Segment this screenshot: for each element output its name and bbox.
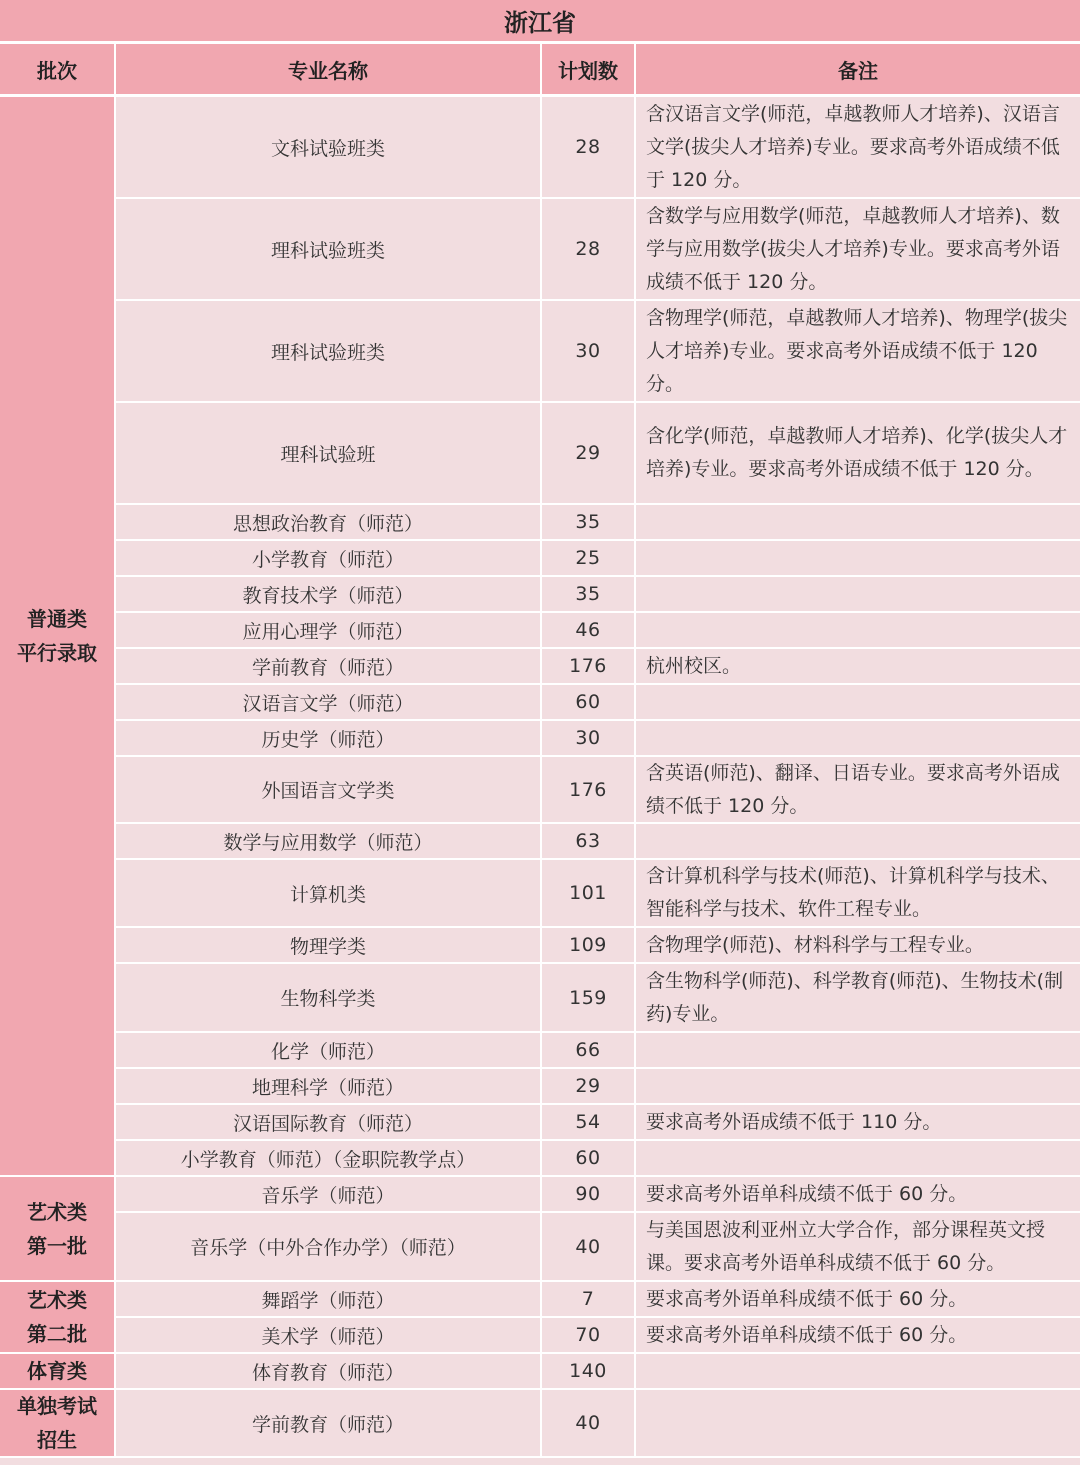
major-cell: 化学（师范） — [116, 1033, 542, 1069]
plan-count-cell: 46 — [542, 613, 636, 649]
header-major: 专业名称 — [116, 44, 542, 97]
note-cell: 含汉语言文学(师范，卓越教师人才培养)、汉语言文学(拔尖人才培养)专业。要求高考外语成绩不低于 120 分。 — [636, 97, 1080, 199]
plan-count-cell: 176 — [542, 757, 636, 824]
header-plan: 计划数 — [542, 44, 636, 97]
plan-count-cell: 109 — [542, 928, 636, 964]
major-cell: 数学与应用数学（师范） — [116, 824, 542, 860]
note-cell — [636, 613, 1080, 649]
note-cell: 含物理学(师范，卓越教师人才培养)、物理学(拔尖人才培养)专业。要求高考外语成绩不低于 120 分。 — [636, 301, 1080, 403]
batch-line: 艺术类 — [27, 1199, 87, 1224]
note-cell — [636, 541, 1080, 577]
major-cell: 学前教育（师范） — [116, 1390, 542, 1458]
plan-count-cell: 30 — [542, 721, 636, 757]
note-cell: 含计算机科学与技术(师范)、计算机科学与技术、智能科学与技术、软件工程专业。 — [636, 860, 1080, 928]
note-cell — [636, 1390, 1080, 1458]
major-cell: 音乐学（中外合作办学）（师范） — [116, 1213, 542, 1282]
note-cell: 含数学与应用数学(师范，卓越教师人才培养)、数学与应用数学(拔尖人才培养)专业。要求高考外语成绩不低于 120 分。 — [636, 199, 1080, 301]
plan-count-cell: 60 — [542, 685, 636, 721]
batch-line: 第一批 — [27, 1233, 87, 1258]
plan-count-cell: 7 — [542, 1282, 636, 1318]
major-cell: 小学教育（师范）（金职院教学点） — [116, 1141, 542, 1177]
plan-count-cell: 63 — [542, 824, 636, 860]
note-cell: 要求高考外语成绩不低于 110 分。 — [636, 1105, 1080, 1141]
major-cell: 历史学（师范） — [116, 721, 542, 757]
plan-count-cell: 29 — [542, 1069, 636, 1105]
note-cell: 要求高考外语单科成绩不低于 60 分。 — [636, 1282, 1080, 1318]
major-cell: 音乐学（师范） — [116, 1177, 542, 1213]
major-cell: 舞蹈学（师范） — [116, 1282, 542, 1318]
plan-count-cell: 90 — [542, 1177, 636, 1213]
plan-count-cell: 101 — [542, 860, 636, 928]
major-cell: 应用心理学（师范） — [116, 613, 542, 649]
plan-count-cell: 35 — [542, 577, 636, 613]
plan-count-cell: 176 — [542, 649, 636, 685]
note-cell: 要求高考外语单科成绩不低于 60 分。 — [636, 1318, 1080, 1354]
major-cell: 外国语言文学类 — [116, 757, 542, 824]
note-cell — [636, 721, 1080, 757]
major-cell: 教育技术学（师范） — [116, 577, 542, 613]
batch-line: 招生 — [37, 1428, 77, 1452]
major-cell: 思想政治教育（师范） — [116, 505, 542, 541]
major-cell: 物理学类 — [116, 928, 542, 964]
major-cell: 体育教育（师范） — [116, 1354, 542, 1390]
major-cell: 文科试验班类 — [116, 97, 542, 199]
major-cell: 小学教育（师范） — [116, 541, 542, 577]
note-cell — [636, 1069, 1080, 1105]
plan-count-cell: 40 — [542, 1213, 636, 1282]
note-cell — [636, 1033, 1080, 1069]
note-cell — [636, 824, 1080, 860]
batch-cell — [0, 1177, 116, 1282]
batch-cell — [0, 1282, 116, 1354]
plan-count-cell: 140 — [542, 1354, 636, 1390]
batch-cell — [0, 97, 116, 1177]
major-cell: 汉语国际教育（师范） — [116, 1105, 542, 1141]
plan-count-cell: 28 — [542, 97, 636, 199]
batch-line: 第二批 — [27, 1322, 87, 1346]
plan-count-cell: 60 — [542, 1141, 636, 1177]
major-cell: 理科试验班类 — [116, 301, 542, 403]
note-cell — [636, 577, 1080, 613]
major-cell: 学前教育（师范） — [116, 649, 542, 685]
major-cell: 美术学（师范） — [116, 1318, 542, 1354]
major-cell: 计算机类 — [116, 860, 542, 928]
plan-count-cell: 66 — [542, 1033, 636, 1069]
note-cell: 含化学(师范，卓越教师人才培养)、化学(拔尖人才培养)专业。要求高考外语成绩不低于 120 分。 — [636, 403, 1080, 505]
batch-line: 平行录取 — [17, 641, 97, 665]
header-batch: 批次 — [0, 44, 116, 97]
plan-count-cell: 30 — [542, 301, 636, 403]
note-cell: 含生物科学(师范)、科学教育(师范)、生物技术(制药)专业。 — [636, 964, 1080, 1033]
note-cell: 杭州校区。 — [636, 649, 1080, 685]
note-cell: 含英语(师范)、翻译、日语专业。要求高考外语成绩不低于 120 分。 — [636, 757, 1080, 824]
plan-count-cell: 159 — [542, 964, 636, 1033]
note-cell — [636, 1354, 1080, 1390]
batch-cell — [0, 1354, 116, 1390]
batch-line: 艺术类 — [27, 1288, 87, 1312]
major-cell: 地理科学（师范） — [116, 1069, 542, 1105]
note-cell: 与美国恩波利亚州立大学合作，部分课程英文授课。要求高考外语单科成绩不低于 60 分。 — [636, 1213, 1080, 1282]
note-cell: 含物理学(师范)、材料科学与工程专业。 — [636, 928, 1080, 964]
major-cell: 生物科学类 — [116, 964, 542, 1033]
note-cell — [636, 1141, 1080, 1177]
plan-count-cell: 70 — [542, 1318, 636, 1354]
batch-line: 体育类 — [27, 1359, 87, 1383]
batch-cell — [0, 1390, 116, 1458]
batch-line: 单独考试 — [17, 1394, 97, 1418]
plan-count-cell: 28 — [542, 199, 636, 301]
major-cell: 汉语言文学（师范） — [116, 685, 542, 721]
major-cell: 理科试验班类 — [116, 199, 542, 301]
batch-line: 普通类 — [27, 607, 87, 631]
note-cell: 要求高考外语单科成绩不低于 60 分。 — [636, 1177, 1080, 1213]
header-note: 备注 — [636, 44, 1080, 97]
major-cell: 理科试验班 — [116, 403, 542, 505]
plan-count-cell: 25 — [542, 541, 636, 577]
table-title: 浙江省 — [0, 0, 1080, 44]
plan-count-cell: 29 — [542, 403, 636, 505]
plan-count-cell: 40 — [542, 1390, 636, 1458]
note-cell — [636, 505, 1080, 541]
note-cell — [636, 685, 1080, 721]
plan-count-cell: 54 — [542, 1105, 636, 1141]
plan-count-cell: 35 — [542, 505, 636, 541]
